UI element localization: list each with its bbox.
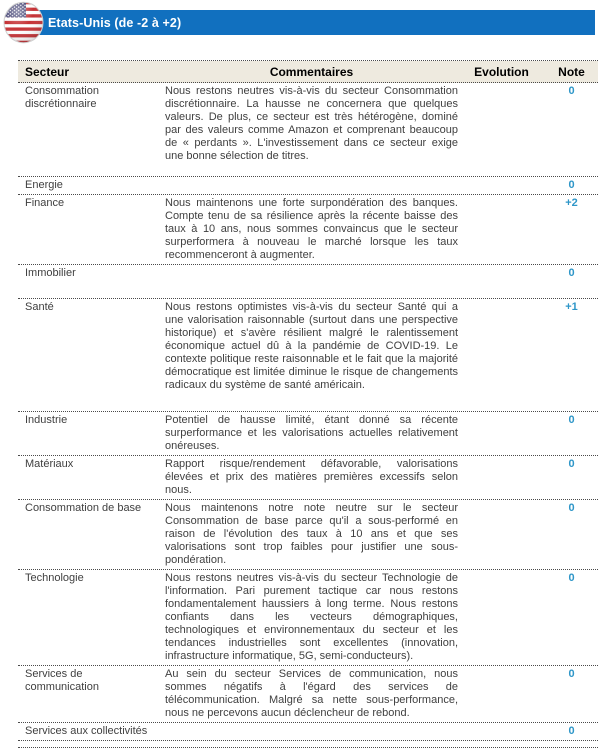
column-header-note: Note: [558, 64, 585, 79]
table-row: [18, 83, 598, 177]
table-row: [18, 500, 598, 570]
table-body: [18, 83, 598, 741]
note-value: +1: [565, 301, 578, 313]
table-header-row: [18, 61, 598, 83]
note-value: 0: [568, 668, 575, 680]
note-value: +2: [565, 197, 578, 209]
evolution-value: [458, 195, 545, 199]
evolution-value: [458, 299, 545, 303]
note-value: 0: [568, 725, 575, 737]
sector-comment: Rapport risque/rendement défavorable, valorisations élevées et prix des matières premières excessifs selon nous.: [165, 458, 458, 496]
evolution-value: [458, 723, 545, 727]
sector-comment: [165, 265, 458, 269]
sector-table: [18, 60, 598, 748]
sector-name: Santé: [25, 301, 54, 313]
sector-comment: Nous restons neutres vis-à-vis du secteur Consommation discrétionnaire. La hausse ne concernera que quelques valeurs. De plus, ce secteur est très hétérogène, dominé par des valeurs comme Amazon et comprenant beaucoup de « perdants ». L'investissement dans ce secteur exige une bonne sélection de titres.: [165, 85, 458, 162]
note-value: 0: [568, 572, 575, 584]
note-value: 0: [568, 414, 575, 426]
sector-name: Consommation discrétionnaire: [25, 85, 99, 110]
sector-comment: Potentiel de hausse limité, étant donné sa récente surperformance et les valorisations actuelles relativement onéreuses.: [165, 414, 458, 452]
table-row: [18, 723, 598, 741]
sector-comment: [165, 723, 458, 727]
sector-comment: Nous maintenons une forte surpondération des banques. Compte tenu de sa résilience après la récente baisse des taux à 10 ans, nous sommes convaincus que le secteur surperformera à nouveau le marché lorsque les taux recommenceront à augmenter.: [165, 197, 458, 261]
note-value: 0: [568, 458, 575, 470]
table-row: [18, 570, 598, 666]
evolution-value: [458, 456, 545, 460]
sector-name: Services de communication: [25, 668, 99, 693]
page-header: [0, 0, 604, 48]
table-row: [18, 412, 598, 456]
sector-name: Technologie: [25, 572, 84, 584]
sector-comment: Nous restons optimistes vis-à-vis du secteur Santé qui a une valorisation raisonnable (surtout dans une perspective historique) et s'avère résilient malgré le ralentissement économique actuel dû à la pandémie de COVID-19. Le contexte politique reste raisonnable et le fait que la majorité démocratique est limitée diminue le risque de changements radicaux du système de santé américain.: [165, 301, 458, 391]
sector-name: Consommation de base: [25, 502, 142, 514]
column-header-commentaires: Commentaires: [269, 64, 354, 79]
page-title: Etats-Unis (de -2 à +2): [48, 15, 182, 30]
table-row: [18, 299, 598, 412]
evolution-value: [458, 666, 545, 670]
column-header-evolution: Evolution: [474, 64, 529, 79]
sector-name: Finance: [25, 197, 65, 209]
evolution-value: [458, 500, 545, 504]
sector-comment: Nous restons neutres vis-à-vis du secteur Technologie de l'information. Pari purement tactique car nous restons fondamentalement haussiers à long terme. Nous restons confiants dans les vecteurs démographiques, technologiques et environnementaux du secteur et les tendances industrielles sont excellentes (innovation, infrastructure informatique, 5G, semi-conducteurs).: [165, 572, 458, 662]
evolution-value: [458, 265, 545, 269]
sector-name: Energie: [25, 179, 63, 191]
table-row: [18, 456, 598, 500]
sector-name: Services aux collectivités: [25, 725, 148, 737]
evolution-value: [458, 570, 545, 574]
table-bottom-border: [18, 741, 598, 748]
country-banner: [8, 10, 595, 35]
table-row: [18, 666, 598, 723]
sector-comment: Nous maintenons notre note neutre sur le secteur Consommation de base parce qu'il a sous-performé en raison de l'évolution des taux à 10 ans et que ses valorisations sont trop faibles pour justifier une sous-pondération.: [165, 502, 458, 566]
sector-name: Industrie: [25, 414, 68, 426]
sector-name: Matériaux: [25, 458, 74, 470]
evolution-value: [458, 177, 545, 181]
sector-comment: Au sein du secteur Services de communication, nous sommes négatifs à l'égard des services de télécommunication. Malgré sa nette sous-performance, nous ne percevons aucun déclencheur de rebond.: [165, 668, 458, 719]
sector-name: Immobilier: [25, 267, 76, 279]
table-row: [18, 195, 598, 265]
evolution-value: [458, 412, 545, 416]
note-value: 0: [568, 267, 575, 279]
sector-comment: [165, 177, 458, 181]
table-row: [18, 265, 598, 299]
table-row: [18, 177, 598, 195]
note-value: 0: [568, 85, 575, 97]
note-value: 0: [568, 502, 575, 514]
evolution-value: [458, 83, 545, 87]
us-flag-icon: [3, 1, 44, 44]
column-header-secteur: Secteur: [25, 64, 70, 79]
note-value: 0: [568, 179, 575, 191]
